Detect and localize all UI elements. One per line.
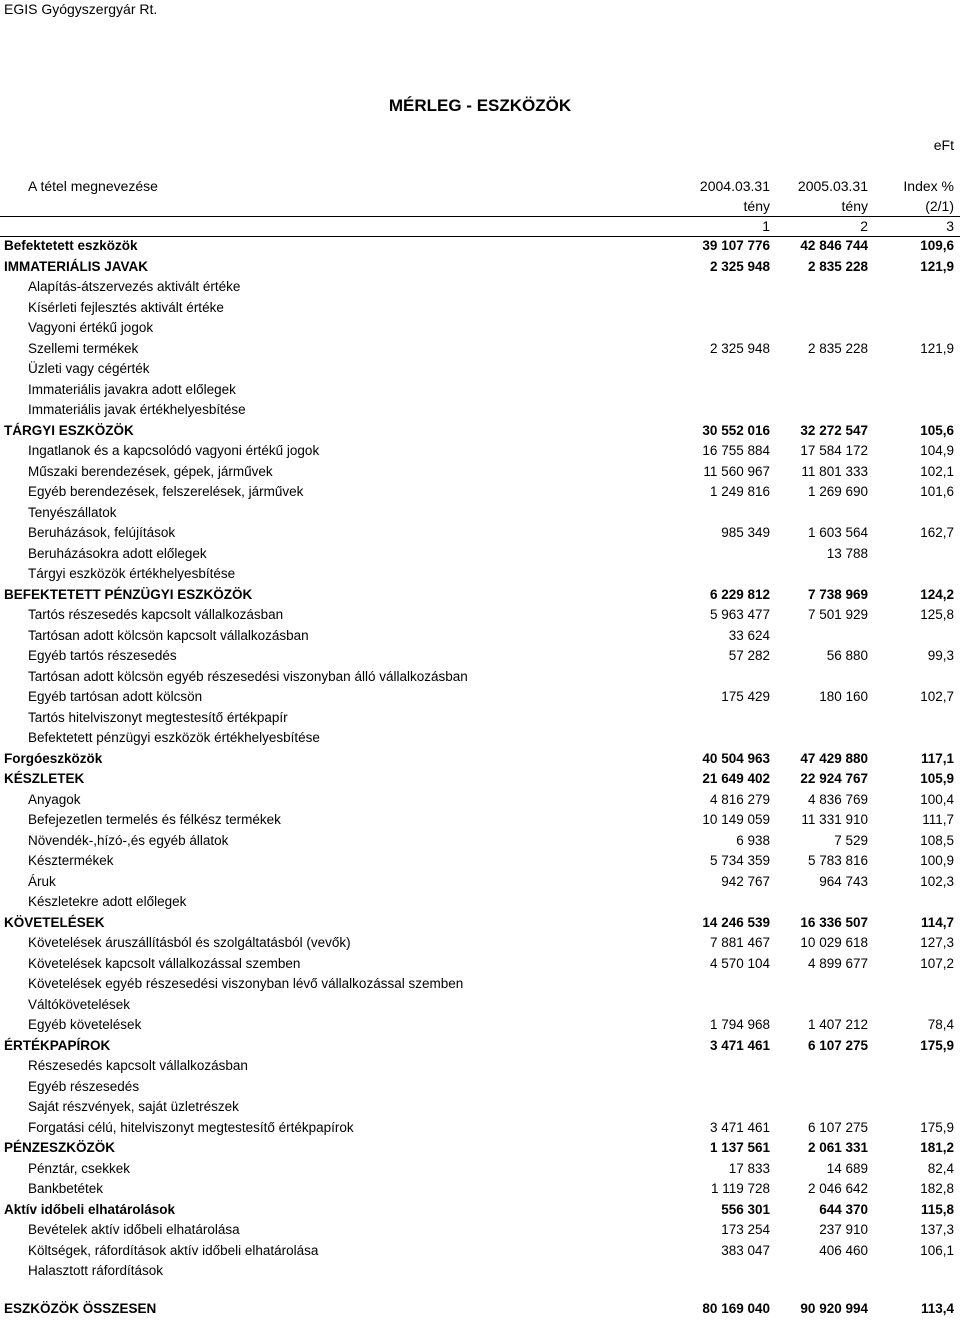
row-value-3: 108,5 bbox=[920, 832, 954, 848]
row-label: Immateriális javak értékhelyesbítése bbox=[28, 402, 246, 417]
row-value-3: 125,8 bbox=[920, 607, 954, 622]
row-label: Követelések áruszállításból és szolgáltatásból (vevők) bbox=[28, 935, 351, 950]
table-row bbox=[0, 1261, 960, 1282]
total-value-1: 80 169 040 bbox=[702, 1301, 770, 1316]
row-value-1: 5 734 359 bbox=[709, 853, 770, 868]
row-value-3: 102,1 bbox=[920, 463, 954, 479]
table-subheader-row bbox=[0, 196, 960, 216]
row-label: Áruk bbox=[28, 873, 56, 889]
row-label: PÉNZESZKÖZÖK bbox=[4, 1140, 116, 1155]
table-row bbox=[0, 1015, 960, 1036]
unit-label: eFt bbox=[933, 137, 954, 153]
row-value-2: 16 336 507 bbox=[800, 914, 868, 930]
row-value-1: 16 755 884 bbox=[702, 443, 770, 458]
row-label: Tartósan adott kölcsön egyéb részesedési viszonyban álló vállalkozásban bbox=[28, 668, 468, 684]
row-value-3: 181,2 bbox=[920, 1140, 954, 1155]
table-row bbox=[0, 1241, 960, 1262]
header-col2: 2005.03.31 bbox=[797, 178, 868, 194]
row-value-3: 101,6 bbox=[920, 484, 954, 499]
table-row bbox=[0, 400, 960, 421]
table-row bbox=[0, 1159, 960, 1180]
row-value-2: 13 788 bbox=[826, 545, 868, 561]
row-label: Egyéb tartós részesedés bbox=[28, 648, 177, 663]
table-row bbox=[0, 1179, 960, 1200]
table-row bbox=[0, 892, 960, 913]
table-row bbox=[0, 1036, 960, 1057]
table-row bbox=[0, 687, 960, 708]
table-row bbox=[0, 523, 960, 544]
table-row bbox=[0, 421, 960, 442]
table-row bbox=[0, 626, 960, 647]
row-label: Tárgyi eszközök értékhelyesbítése bbox=[28, 566, 236, 581]
row-label: Pénztár, csekkek bbox=[28, 1160, 131, 1176]
row-label: KÖVETELÉSEK bbox=[4, 914, 105, 930]
row-value-2: 22 924 767 bbox=[800, 771, 868, 786]
table-row bbox=[0, 441, 960, 462]
total-value-2: 90 920 994 bbox=[800, 1301, 868, 1316]
row-value-3: 175,9 bbox=[920, 1119, 954, 1135]
row-value-2: 7 501 929 bbox=[807, 607, 868, 622]
row-value-3: 99,3 bbox=[927, 648, 954, 663]
table-row bbox=[0, 339, 960, 360]
row-value-3: 100,9 bbox=[920, 853, 954, 868]
table-row bbox=[0, 380, 960, 401]
row-value-1: 556 301 bbox=[721, 1201, 770, 1217]
table-row bbox=[0, 1056, 960, 1077]
row-value-3: 102,7 bbox=[920, 689, 954, 704]
row-value-3: 102,3 bbox=[920, 873, 954, 889]
row-value-1: 1 249 816 bbox=[709, 484, 770, 499]
row-value-3: 137,3 bbox=[920, 1222, 954, 1237]
row-label: Forgóeszközök bbox=[4, 750, 103, 766]
header-col3-sub: (2/1) bbox=[925, 198, 954, 214]
row-value-3: 107,2 bbox=[920, 955, 954, 971]
row-value-1: 30 552 016 bbox=[702, 422, 770, 438]
row-value-2: 11 331 910 bbox=[801, 812, 868, 827]
row-value-1: 6 938 bbox=[736, 832, 770, 848]
row-value-2: 180 160 bbox=[819, 689, 868, 704]
row-value-3: 182,8 bbox=[920, 1181, 954, 1196]
table-row bbox=[0, 277, 960, 298]
header-col1: 2004.03.31 bbox=[699, 178, 770, 194]
row-value-2: 5 783 816 bbox=[807, 853, 868, 868]
table-row bbox=[0, 851, 960, 872]
header-num3: 3 bbox=[946, 218, 954, 234]
table-row bbox=[0, 995, 960, 1016]
row-value-2: 47 429 880 bbox=[800, 750, 868, 766]
row-label: Befejezetlen termelés és félkész termékek bbox=[28, 812, 281, 827]
row-value-1: 4 570 104 bbox=[709, 955, 770, 971]
row-value-1: 985 349 bbox=[721, 525, 770, 540]
row-value-1: 1 119 728 bbox=[710, 1181, 770, 1196]
balance-table-body bbox=[0, 236, 960, 1282]
row-label: Váltókövetelések bbox=[28, 996, 131, 1012]
row-value-2: 4 836 769 bbox=[807, 791, 868, 807]
table-row bbox=[0, 728, 960, 749]
row-value-3: 114,7 bbox=[920, 914, 954, 930]
row-label: Aktív időbeli elhatárolások bbox=[4, 1201, 176, 1217]
row-label: TÁRGYI ESZKÖZÖK bbox=[4, 422, 134, 438]
header-col3: Index % bbox=[903, 178, 954, 194]
table-row bbox=[0, 1077, 960, 1098]
row-value-3: 105,6 bbox=[920, 422, 954, 438]
row-label: Alapítás-átszervezés aktivált értéke bbox=[28, 279, 241, 294]
table-row bbox=[0, 790, 960, 811]
row-value-1: 383 047 bbox=[721, 1242, 770, 1258]
row-label: Költségek, ráfordítások aktív időbeli elhatárolása bbox=[28, 1242, 319, 1258]
total-row bbox=[0, 1299, 960, 1320]
row-value-2: 2 061 331 bbox=[807, 1140, 868, 1155]
row-value-1: 14 246 539 bbox=[702, 914, 770, 930]
row-value-2: 56 880 bbox=[826, 648, 868, 663]
table-row bbox=[0, 298, 960, 319]
table-row bbox=[0, 257, 960, 278]
table-row bbox=[0, 503, 960, 524]
row-value-2: 7 738 969 bbox=[807, 586, 868, 602]
row-value-2: 6 107 275 bbox=[807, 1037, 868, 1053]
row-value-2: 1 603 564 bbox=[807, 525, 868, 540]
row-value-2: 42 846 744 bbox=[800, 238, 868, 253]
page-title: MÉRLEG - ESZKÖZÖK bbox=[388, 96, 572, 115]
row-value-3: 82,4 bbox=[927, 1160, 954, 1176]
table-row bbox=[0, 585, 960, 606]
row-value-3: 100,4 bbox=[920, 791, 954, 807]
row-value-1: 175 429 bbox=[721, 689, 770, 704]
row-label: Befektetett eszközök bbox=[4, 238, 138, 253]
row-label: Egyéb követelések bbox=[28, 1017, 142, 1032]
row-value-3: 127,3 bbox=[920, 935, 954, 950]
row-value-2: 2 835 228 bbox=[807, 258, 868, 274]
row-label: Bankbetétek bbox=[28, 1181, 104, 1196]
row-value-2: 11 801 333 bbox=[801, 463, 868, 479]
row-value-2: 2 835 228 bbox=[807, 340, 868, 356]
row-value-3: 124,2 bbox=[920, 586, 954, 602]
row-value-3: 104,9 bbox=[920, 443, 954, 458]
row-value-3: 121,9 bbox=[920, 340, 954, 356]
header-col1-sub: tény bbox=[743, 198, 770, 214]
row-value-2: 2 046 642 bbox=[807, 1181, 868, 1196]
row-label: Részesedés kapcsolt vállalkozásban bbox=[28, 1058, 248, 1073]
row-label: Vagyoni értékű jogok bbox=[28, 320, 154, 335]
row-value-1: 7 881 467 bbox=[709, 935, 770, 950]
row-value-1: 942 767 bbox=[721, 873, 770, 889]
row-label: BEFEKTETETT PÉNZÜGYI ESZKÖZÖK bbox=[4, 586, 253, 602]
table-row bbox=[0, 462, 960, 483]
row-label: Követelések egyéb részesedési viszonyban lévő vállalkozással szemben bbox=[28, 976, 464, 991]
row-label: Beruházások, felújítások bbox=[28, 525, 176, 540]
row-value-1: 2 325 948 bbox=[709, 340, 770, 356]
row-value-3: 111,7 bbox=[922, 812, 954, 827]
row-label: Tenyészállatok bbox=[28, 504, 117, 520]
row-label: Műszaki berendezések, gépek, járművek bbox=[28, 463, 273, 479]
row-value-1: 4 816 279 bbox=[709, 791, 770, 807]
table-row bbox=[0, 564, 960, 585]
row-value-1: 1 137 561 bbox=[709, 1140, 770, 1155]
row-label: ÉRTÉKPAPÍROK bbox=[4, 1037, 111, 1053]
row-value-2: 32 272 547 bbox=[800, 422, 868, 438]
row-value-1: 11 560 967 bbox=[703, 463, 770, 479]
table-row bbox=[0, 749, 960, 770]
row-value-1: 21 649 402 bbox=[702, 771, 770, 786]
row-value-2: 6 107 275 bbox=[807, 1119, 868, 1135]
table-column-numbers bbox=[0, 216, 960, 236]
row-value-1: 39 107 776 bbox=[702, 238, 770, 253]
row-value-1: 3 471 461 bbox=[709, 1119, 770, 1135]
row-label: Forgatási célú, hitelviszonyt megtestesítő értékpapírok bbox=[28, 1119, 354, 1135]
table-row bbox=[0, 872, 960, 893]
header-num2: 2 bbox=[860, 218, 868, 234]
header-num1: 1 bbox=[762, 218, 770, 234]
row-label: Immateriális javakra adott előlegek bbox=[28, 381, 236, 397]
row-value-1: 33 624 bbox=[728, 627, 770, 643]
table-row bbox=[0, 1097, 960, 1118]
row-value-1: 2 325 948 bbox=[709, 258, 770, 274]
row-value-1: 3 471 461 bbox=[709, 1037, 770, 1053]
table-row bbox=[0, 605, 960, 626]
row-value-2: 10 029 618 bbox=[800, 935, 868, 950]
row-label: Egyéb részesedés bbox=[28, 1078, 140, 1094]
table-row bbox=[0, 769, 960, 790]
row-value-2: 406 460 bbox=[819, 1242, 868, 1258]
company-name: EGIS Gyógyszergyár Rt. bbox=[4, 1, 158, 17]
row-value-1: 5 963 477 bbox=[709, 607, 770, 622]
row-value-2: 644 370 bbox=[819, 1201, 868, 1217]
row-label: Kísérleti fejlesztés aktivált értéke bbox=[28, 299, 224, 315]
row-label: Szellemi termékek bbox=[28, 340, 139, 356]
row-value-3: 115,8 bbox=[920, 1201, 954, 1217]
row-label: Tartósan adott kölcsön kapcsolt vállalkozásban bbox=[28, 627, 309, 643]
table-row bbox=[0, 318, 960, 339]
row-value-3: 175,9 bbox=[920, 1037, 954, 1053]
row-value-3: 105,9 bbox=[920, 771, 954, 786]
row-value-3: 121,9 bbox=[920, 258, 954, 274]
table-row bbox=[0, 933, 960, 954]
row-value-3: 106,1 bbox=[920, 1242, 954, 1258]
row-value-1: 6 229 812 bbox=[709, 586, 770, 602]
total-value-3: 113,4 bbox=[920, 1301, 954, 1316]
row-value-2: 7 529 bbox=[834, 832, 868, 848]
row-value-3: 162,7 bbox=[920, 525, 954, 540]
row-label: Késztermékek bbox=[28, 853, 114, 868]
table-row bbox=[0, 1200, 960, 1221]
table-row bbox=[0, 544, 960, 565]
table-row bbox=[0, 708, 960, 729]
row-value-2: 1 269 690 bbox=[807, 484, 868, 499]
row-label: Befektetett pénzügyi eszközök értékhelyesbítése bbox=[28, 730, 320, 745]
row-label: Növendék-,hízó-,és egyéb állatok bbox=[28, 832, 229, 848]
row-label: Egyéb tartósan adott kölcsön bbox=[28, 689, 203, 704]
row-value-2: 237 910 bbox=[819, 1222, 868, 1237]
row-value-1: 57 282 bbox=[728, 648, 770, 663]
table-row bbox=[0, 974, 960, 995]
row-label: Készletekre adott előlegek bbox=[28, 894, 187, 909]
row-value-2: 4 899 677 bbox=[807, 955, 868, 971]
table-row bbox=[0, 359, 960, 380]
row-label: Ingatlanok és a kapcsolódó vagyoni értékű jogok bbox=[28, 443, 320, 458]
total-label: ESZKÖZÖK ÖSSZESEN bbox=[4, 1301, 157, 1316]
table-row bbox=[0, 482, 960, 503]
header-col2-sub: tény bbox=[841, 198, 868, 214]
table-row bbox=[0, 646, 960, 667]
table-row bbox=[0, 236, 960, 257]
table-row bbox=[0, 667, 960, 688]
table-row bbox=[0, 1138, 960, 1159]
row-value-2: 1 407 212 bbox=[807, 1017, 868, 1032]
row-label: Üzleti vagy cégérték bbox=[28, 361, 150, 376]
row-value-1: 1 794 968 bbox=[709, 1017, 770, 1032]
row-label: Halasztott ráfordítások bbox=[28, 1263, 164, 1278]
row-value-2: 964 743 bbox=[819, 873, 868, 889]
row-label: Tartós hitelviszonyt megtestesítő értékpapír bbox=[28, 709, 288, 725]
table-row bbox=[0, 1220, 960, 1241]
row-label: Beruházásokra adott előlegek bbox=[28, 545, 207, 561]
table-row bbox=[0, 954, 960, 975]
row-value-1: 40 504 963 bbox=[702, 750, 770, 766]
row-label: Egyéb berendezések, felszerelések, járművek bbox=[28, 484, 304, 499]
table-row bbox=[0, 810, 960, 831]
table-row bbox=[0, 1118, 960, 1139]
row-label: Tartós részesedés kapcsolt vállalkozásban bbox=[28, 607, 284, 622]
table-header-row bbox=[0, 176, 960, 196]
row-value-3: 109,6 bbox=[920, 238, 954, 253]
row-value-2: 17 584 172 bbox=[800, 443, 868, 458]
row-label: KÉSZLETEK bbox=[4, 771, 85, 786]
row-value-1: 10 149 059 bbox=[702, 812, 770, 827]
row-label: Anyagok bbox=[28, 791, 81, 807]
row-value-1: 173 254 bbox=[721, 1222, 770, 1237]
row-value-3: 78,4 bbox=[927, 1017, 954, 1032]
header-name-label: A tétel megnevezése bbox=[28, 178, 158, 194]
row-value-2: 14 689 bbox=[826, 1160, 868, 1176]
row-label: IMMATERIÁLIS JAVAK bbox=[4, 258, 148, 274]
row-label: Követelések kapcsolt vállalkozással szemben bbox=[28, 955, 301, 971]
row-label: Saját részvények, saját üzletrészek bbox=[28, 1099, 239, 1114]
table-row bbox=[0, 831, 960, 852]
table-row bbox=[0, 913, 960, 934]
row-label: Bevételek aktív időbeli elhatárolása bbox=[28, 1222, 240, 1237]
row-value-1: 17 833 bbox=[728, 1160, 770, 1176]
row-value-3: 117,1 bbox=[920, 750, 954, 766]
